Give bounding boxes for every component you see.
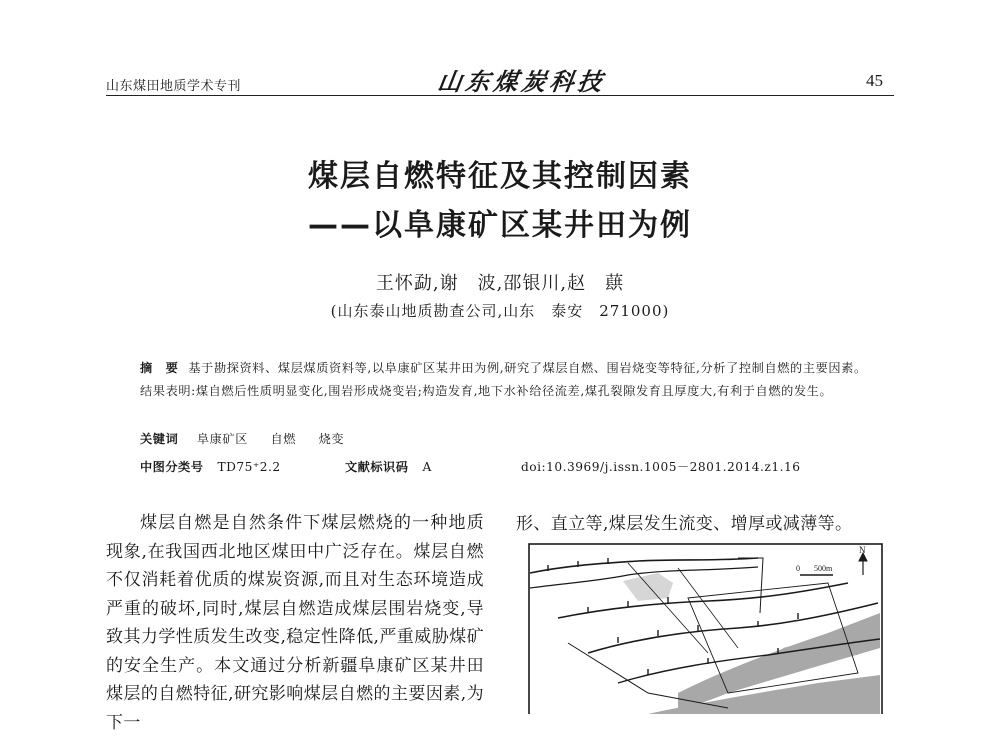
scale-zero: 0 — [796, 564, 800, 573]
clc-number — [140, 458, 281, 475]
keyword: 烧变 — [318, 432, 345, 446]
header-rule — [106, 95, 894, 96]
north-label: N — [859, 545, 866, 555]
map-boundary — [738, 558, 763, 613]
keywords-label: 关键词 — [140, 432, 179, 446]
page-number: 45 — [866, 71, 883, 90]
scale-label: 500m — [814, 564, 833, 573]
journal-series: 山东煤田地质学术专刊 — [106, 79, 242, 94]
authors: 王怀勐,谢 波,邵银川,赵 蕻 — [375, 273, 625, 294]
abstract — [140, 357, 875, 403]
keywords — [140, 430, 362, 447]
document-code — [345, 458, 432, 475]
doi: doi:10.3969/j.issn.1005－2801.2014.z1.16 — [521, 460, 801, 474]
doc-code-label: 文献标识码 — [345, 460, 409, 474]
title-line-1: 煤层自燃特征及其控制因素 — [308, 159, 692, 194]
body-left-column — [106, 509, 484, 737]
abstract-label: 摘 要 — [140, 361, 179, 375]
keyword: 自燃 — [270, 432, 297, 446]
map-fault-line — [530, 558, 758, 573]
north-arrow — [859, 553, 867, 575]
affiliation: (山东泰山地质勘查公司,山东 泰安 271000) — [330, 302, 670, 320]
map-fault-line — [678, 568, 738, 648]
keyword: 阜康矿区 — [196, 432, 249, 446]
map-fault-line — [558, 583, 848, 618]
abstract-text: 基于勘探资料、煤层煤质资料等,以阜康矿区某井田为例,研究了煤层自燃、围岩烧变等特征,分析了控制自燃的主要因素。结果表明:煤自燃后性质明显变化,围岩形成烧变岩;构造发育,地下水补给径流差,煤孔裂隙发育且厚度大,有利于自燃的发生。 — [140, 361, 867, 398]
body-right-line: 形、直立等,煤层发生流变、增厚或减薄等。 — [516, 514, 853, 534]
clc-label: 中图分类号 — [140, 460, 204, 474]
clc-value: TD75⁺2.2 — [217, 460, 281, 474]
geological-map-figure — [528, 543, 884, 714]
map-fill-band — [623, 573, 673, 601]
title-line-2: ——以阜康矿区某井田为例 — [308, 208, 692, 243]
journal-logo: 山东煤炭科技 — [435, 67, 608, 96]
body-paragraph: 煤层自燃是自然条件下煤层燃烧的一种地质现象,在我国西北地区煤田中广泛存在。煤层自燃不仅消耗着优质的煤炭资源,而且对生态环境造成严重的破坏,同时,煤层自燃造成煤层围岩烧变,导致其力学性质发生改变,稳定性降低,严重威胁煤矿的安全生产。本文通过分析新疆阜康矿区某井田煤层的自燃特征,研究影响煤层自燃的主要因素,为下一 — [106, 513, 484, 733]
doc-code-value: A — [422, 460, 432, 474]
